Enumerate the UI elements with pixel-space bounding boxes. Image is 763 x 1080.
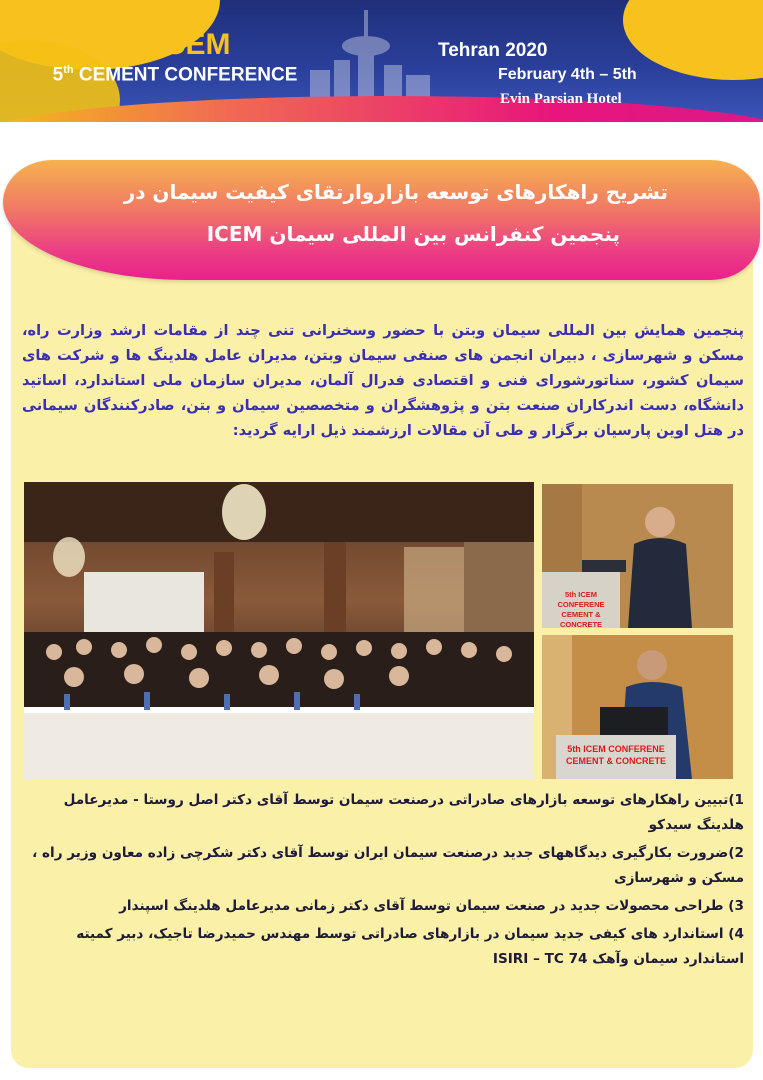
city-year: Tehran 2020	[438, 40, 548, 61]
conference-name: 5th CEMENT CONFERENCE	[52, 64, 298, 86]
conference-banner	[0, 0, 763, 122]
banner-decoration	[623, 0, 763, 80]
skyline-icon	[300, 10, 440, 110]
article-title-line2: پنجمین کنفرانس بین المللی سیمان ICEM	[206, 222, 620, 246]
article-title-ribbon	[3, 160, 760, 280]
audience-photo-illustration	[24, 482, 534, 780]
conference-logo	[40, 28, 310, 86]
icem-logo-icon	[120, 30, 154, 60]
conference-hall-photo	[24, 482, 534, 780]
logo-wordmark: ICEM	[155, 28, 231, 61]
podium-sign: 5th ICEM CONFERENE CEMENT & CONCRETE	[565, 744, 666, 766]
article-title-line1: تشریح راهکارهای توسعه بازاروارتقای کیفیت سیمان در	[123, 180, 668, 204]
intro-paragraph: پنجمین همایش بین المللی سیمان وبتن با حضور وسخنرانی تنی چند از مقامات ارشد وزارت راه، مسکن و شهرسازی ، دبیران انجمن های صنفی سیمان وبتن، مدیران عامل هلدینگ ها و شرکت های سیمان کشور، سناتورشورای فنی و اقتصادی فدرال آلمان، مدیران سازمان ملی استاندارد، اساتید دانشگاه، دست اندرکاران صنعت بتن و پژوهشگران و متخصصین سیمان و بتن، صادرکنندگان سیمانی در هتل اوین پارسیان برگزار و طی آن مقالات ارزشمند ذیل ارایه گردید:	[22, 322, 744, 439]
conference-dates: February 4th – 5th	[498, 66, 637, 83]
list-item: 3) طراحی محصولات جدید در صنعت سیمان توسط آقای دکتر زمانی مدیرعامل هلدینگ اسپندار	[119, 898, 744, 914]
list-item: 2)ضرورت بکارگیری دیدگاههای جدید درصنعت سیمان ایران توسط آقای دکتر شکرچی زاده معاون وزیر راه ، مسکن و شهرسازی	[32, 845, 744, 886]
speaker-photo	[542, 635, 733, 779]
list-item: 4) استاندارد های کیفی جدید سیمان در بازارهای صادراتی توسط مهندس حمیدرضا تاجیک، دبیر کمیته استاندارد سیمان وآهک ISIRI – TC 74	[76, 926, 744, 967]
speaker-photo	[542, 484, 733, 628]
conference-venue: Evin Parsian Hotel	[500, 91, 622, 107]
podium-sign: 5th ICEM CONFERENE CEMENT & CONCRETE	[557, 590, 605, 628]
list-item: 1)تبیین راهکارهای توسعه بازارهای صادراتی درصنعت سیمان توسط آقای دکتر اصل روستا - مدیرعامل هلدینگ سیدکو	[63, 792, 744, 833]
article-list	[30, 788, 744, 975]
